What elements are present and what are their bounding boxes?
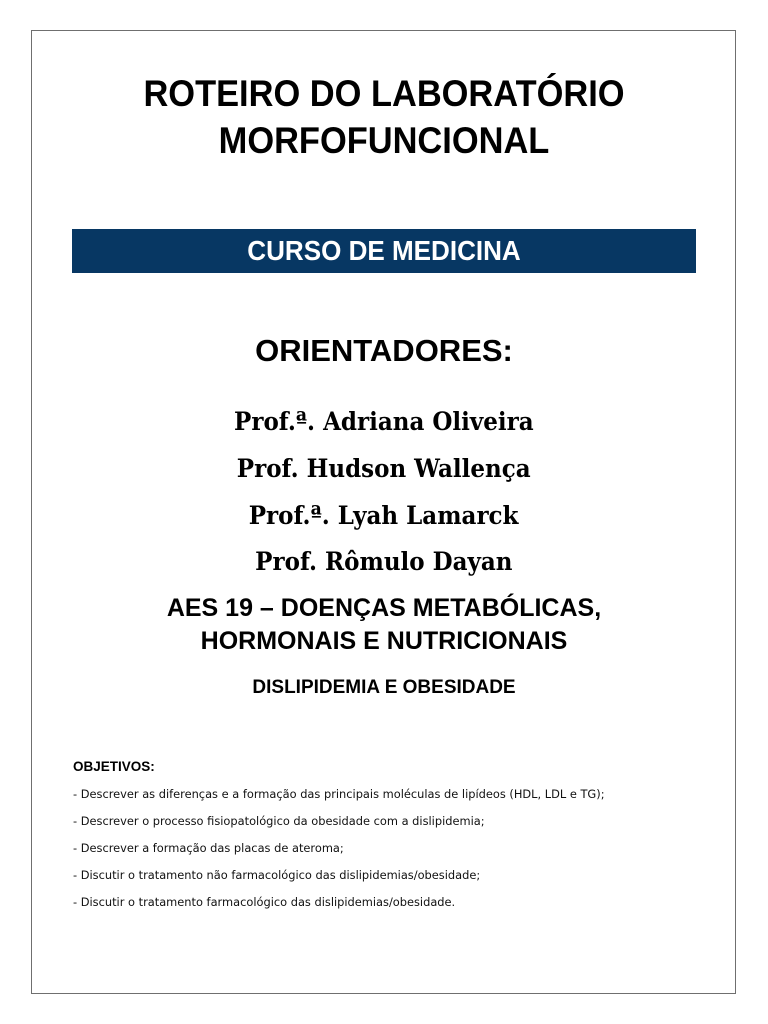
- module-title-line-2: HORMONAIS E NUTRICIONAIS: [200, 627, 568, 655]
- advisors-heading: ORIENTADORES:: [255, 333, 513, 368]
- advisor-item: [0, 406, 768, 438]
- objective-item: - Descrever as diferenças e a formação das principais moléculas de lipídeos (HDL, LDL e TG);: [73, 787, 605, 801]
- course-banner: [72, 229, 696, 273]
- course-banner-label: CURSO DE MEDICINA: [247, 235, 521, 266]
- objectives-heading: OBJETIVOS:: [73, 759, 155, 774]
- topic-subtitle: DISLIPIDEMIA E OBESIDADE: [252, 677, 516, 698]
- objective-item: - Descrever a formação das placas de ateroma;: [73, 841, 344, 855]
- objective-item: - Discutir o tratamento farmacológico das dislipidemias/obesidade.: [73, 895, 456, 909]
- advisor-item: [0, 500, 768, 532]
- title-line-2: MORFOFUNCIONAL: [218, 120, 550, 161]
- document-title: [27, 70, 741, 164]
- objectives-list: [73, 786, 713, 921]
- advisor-item: [0, 453, 768, 485]
- module-title-line-1: AES 19 – DOENÇAS METABÓLICAS,: [166, 594, 602, 622]
- advisor-item: [0, 546, 768, 578]
- advisor-name: Prof. Hudson Wallença: [237, 454, 531, 483]
- title-line-1: ROTEIRO DO LABORATÓRIO: [143, 73, 625, 114]
- advisor-name: Prof.ª. Adriana Oliveira: [234, 407, 534, 436]
- advisor-name: Prof.ª. Lyah Lamarck: [249, 501, 519, 530]
- objective-item: - Descrever o processo fisiopatológico da obesidade com a dislipidemia;: [73, 814, 485, 828]
- objective-item: - Discutir o tratamento não farmacológico das dislipidemias/obesidade;: [73, 868, 481, 882]
- advisor-name: Prof. Rômulo Dayan: [255, 547, 513, 576]
- module-title: [0, 592, 768, 658]
